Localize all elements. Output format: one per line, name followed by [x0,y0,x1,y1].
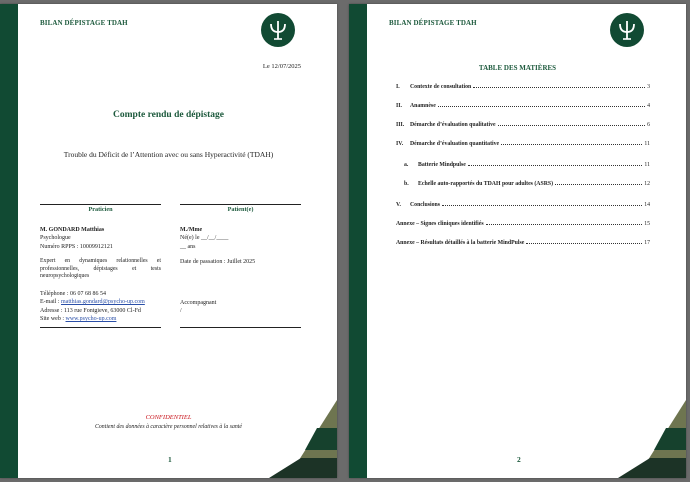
toc-leader-dots [438,100,645,107]
practitioner-address: Adresse : 113 rue Fontgieve, 63000 Cl-Fd [40,307,141,314]
toc-leader-dots [468,159,643,166]
practitioner-name: M. GONDARD Matthias [40,226,105,233]
toc-entry-number: I. [396,84,400,90]
toc-leader-dots [442,199,642,206]
toc-entry-number: V. [396,202,401,208]
practitioner-rpps: Numéro RPPS : 10009912121 [40,243,113,250]
practitioner-role: Psychologue [40,235,71,241]
psi-logo-icon [261,13,295,47]
toc-leader-dots [486,218,643,225]
patient-salutation: M./Mme [180,226,203,233]
toc-entry-page: 3 [647,84,650,90]
toc-entry-page: 17 [644,240,650,246]
corner-decoration [257,400,337,478]
practitioner-column [40,204,161,328]
page-number: 2 [517,455,521,464]
toc-entry-label: Echelle auto-rapportés du TDAH pour adultes (ASRS) [418,181,554,187]
toc-entry-label: Démarche d’évaluation qualitative [410,122,496,128]
document-page-2 [349,4,686,478]
accompanied-label: Accompagnant [180,299,217,306]
practitioner-heading: Praticien [40,204,161,215]
website-label: Site web : [40,316,66,323]
page-sidebar-band [0,4,18,478]
patient-column [180,204,301,328]
toc-entry-page: 12 [644,181,650,187]
page-sidebar-band [349,4,367,478]
toc-entry-label: Démarche d’évaluation quantitative [410,141,500,147]
toc-entry-page: 6 [647,122,650,128]
toc-entry-label: Anamnèse [410,103,436,109]
practitioner-expertise: Expert en dynamiques relationnelles et professionnelles, dépistages et tests neuropsychologiques [40,258,161,280]
patient-divider [180,327,301,328]
toc-entry[interactable] [396,199,650,209]
toc-entry-number: IV. [396,141,404,147]
toc-entry-page: 11 [644,162,650,168]
running-header: BILAN DÉPISTAGE TDAH [40,19,128,27]
toc-entry[interactable] [396,237,650,247]
corner-decoration [606,400,686,478]
toc-entry-number: III. [396,122,405,128]
toc-entry[interactable] [396,218,650,228]
toc-title: TABLE DES MATIÈRES [478,64,557,72]
practitioner-divider [40,327,161,328]
toc-leader-dots [526,237,642,244]
toc-entry-label: Batterie Mindpulse [418,162,466,168]
toc-entry[interactable] [396,138,650,148]
patient-age: __ ans [180,243,196,250]
toc-entry-label: Contexte de consultation [410,84,472,90]
toc-entry-label: Annexe – Résultats détaillés à la batterie MindPulse [396,240,525,246]
patient-heading: Patient(e) [180,204,301,215]
confidential-note: Contient des données à caractère personnel relatives à la santé [95,424,242,430]
running-header: BILAN DÉPISTAGE TDAH [389,19,477,27]
toc-leader-dots [501,138,642,145]
practitioner-phone: Téléphone : 06 07 68 86 54 [40,290,106,297]
toc-entry-page: 4 [647,103,650,109]
patient-birthdate: Né(e) le __/__/____ [180,235,229,241]
toc-leader-dots [473,81,645,88]
toc-entry[interactable] [396,81,650,91]
toc-entry-label: Annexe – Signes cliniques identifiés [396,221,484,227]
document-title: Compte rendu de dépistage [113,110,224,120]
document-page-1 [0,4,337,478]
toc-entry[interactable] [396,100,650,110]
email-label: E-mail : [40,299,61,306]
psi-logo-icon [610,13,644,47]
email-link[interactable]: matthias.gondard@psycho-up.com [61,299,145,306]
confidential-label: CONFIDENTIEL [145,414,192,421]
toc-entry-page: 11 [644,141,650,147]
exam-date: Date de passation : Juillet 2025 [180,259,256,265]
practitioner-email-line [40,298,161,307]
report-date: Le 12/07/2025 [262,63,301,70]
toc-entry-number: a. [404,162,409,168]
toc-leader-dots [498,119,646,126]
toc-leader-dots [555,178,642,185]
toc-entry-label: Conclusions [410,202,440,208]
website-link[interactable]: www.psycho-up.com [65,316,117,323]
toc-entry-number: II. [396,103,402,109]
toc-entry-number: b. [404,181,409,187]
toc-entry-page: 14 [644,202,650,208]
accompanied-value: / [180,308,182,314]
toc-entry[interactable] [404,178,650,188]
practitioner-website-line [40,315,161,324]
toc-entry[interactable] [404,159,650,169]
toc-entry-page: 15 [644,221,650,227]
page-number: 1 [168,455,172,464]
toc-entry[interactable] [396,119,650,129]
document-subtitle: Trouble du Déficit de l’Attention avec ou sans Hyperactivité (TDAH) [63,150,274,159]
